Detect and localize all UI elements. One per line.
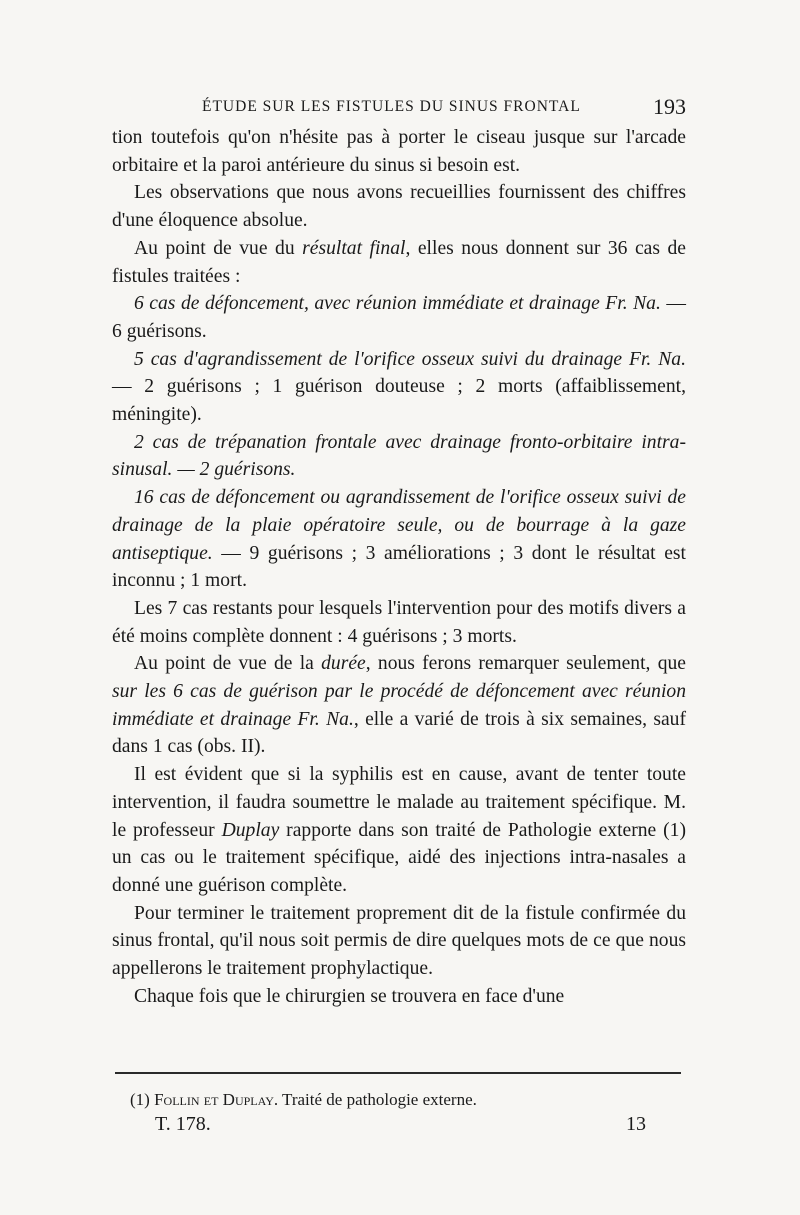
case-result: [112, 429, 686, 484]
paragraph: [112, 650, 686, 761]
running-header: [112, 92, 686, 124]
footnote-marker: (1): [130, 1090, 155, 1109]
emphasis: 16 cas de défoncement ou agrandissement de l'orifice osseux suivi de drainage de la plaie opératoire seule, ou de bourrage à la gaze antiseptique.: [112, 487, 686, 564]
page-content: [112, 92, 686, 1011]
page-number: 193: [653, 94, 686, 119]
emphasis: résultat final: [302, 237, 406, 259]
text-run: , elles nous donnent sur 36 cas de fistules traitées :: [112, 237, 686, 287]
body-text: [112, 124, 686, 1011]
text-run: Au point de vue de la: [134, 653, 322, 675]
paragraph: tion toutefois qu'on n'hésite pas à porter le ciseau jusque sur l'arcade orbitaire et la paroi antérieure du sinus si besoin est.: [112, 127, 686, 176]
paragraph: Chaque fois que le chirurgien se trouvera en face d'une: [134, 985, 565, 1007]
emphasis: 5 cas d'agrandissement de l'orifice osseux suivi du drainage Fr. Na.: [134, 348, 686, 370]
paragraph: Les 7 cas restants pour lesquels l'intervention pour des motifs divers a été moins complète donnent : 4 guérisons ; 3 morts.: [112, 597, 686, 647]
case-result: [112, 346, 686, 429]
case-result: [112, 290, 686, 345]
footnote: [130, 1090, 477, 1110]
emphasis: Duplay: [221, 819, 280, 841]
paragraph: Les observations que nous avons recueillies fournissent des chiffres d'une éloquence absolue.: [112, 182, 686, 232]
emphasis: durée: [321, 653, 366, 675]
text-run: , nous ferons remarquer seulement, que: [365, 653, 686, 675]
text-run: Au point de vue du: [134, 237, 303, 259]
text-run: — 9 guérisons ; 3 améliorations ; 3 dont le résultat est inconnu ; 1 mort.: [112, 542, 686, 592]
footnote-rule: [115, 1072, 681, 1074]
text-run: — 6 guérisons.: [112, 293, 686, 342]
text-run: , elle a varié de trois à six semaines, sauf dans 1 cas (obs. II).: [112, 708, 686, 758]
paragraph: [112, 235, 686, 290]
text-run: — 2 guérisons ; 1 guérison douteuse ; 2 morts (affaiblissement, méningite).: [112, 376, 686, 426]
emphasis: 2 cas de trépanation frontale avec drainage fronto-orbitaire intra-sinusal. — 2 guérisons.: [112, 431, 686, 481]
paragraph: [112, 761, 686, 900]
footnote-text: . Traité de pathologie externe.: [273, 1090, 477, 1109]
case-result: [112, 484, 686, 595]
emphasis: 6 cas de défoncement, avec réunion immédiate et drainage Fr. Na.: [134, 293, 661, 315]
paragraph: Pour terminer le traitement proprement dit de la fistule confirmée du sinus frontal, qu'il nous soit permis de dire quelques mots de ce que nous appellerons le traitement prophylactique.: [112, 902, 686, 980]
running-title: ÉTUDE SUR LES FISTULES DU SINUS FRONTAL: [202, 98, 581, 115]
text-run: Il est évident que si la syphilis est en cause, avant de tenter toute intervention, il faudra soumettre le malade au traitement spécifique. M. le professeur: [112, 764, 686, 841]
footnote-authors: Follin et Duplay: [154, 1090, 274, 1109]
signature-mark: T. 178.: [155, 1113, 211, 1135]
emphasis: sur les 6 cas de guérison par le procédé de défoncement avec réunion immédiate et drainage Fr. Na.: [112, 681, 686, 730]
text-run: rapporte dans son traité de Pathologie externe (1) un cas ou le traitement spécifique, aidé des injections intra-nasales a donné une guérison complète.: [112, 819, 687, 896]
signature-number: 13: [626, 1113, 646, 1135]
